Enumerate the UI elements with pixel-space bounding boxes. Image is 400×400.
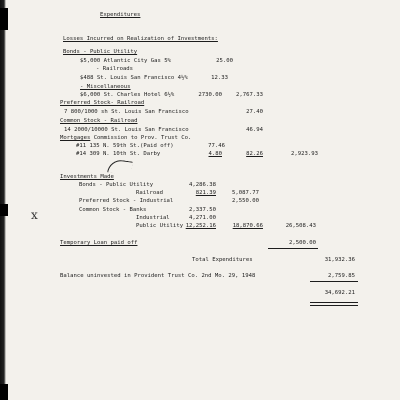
inv-industrial-label: Industrial [136, 215, 170, 221]
mortgage-line-2-amount: 4.80 [208, 151, 222, 157]
grand-total-amount: 34,692.21 [324, 290, 355, 296]
bond-misc-label: - Miscellaneous [80, 84, 131, 90]
investments-made-heading: Investments Made [60, 174, 114, 180]
punch-hole-top [0, 8, 8, 30]
mortgage-line-1: #11 135 N. 59th St.(Paid off) [76, 143, 174, 149]
inv-preferred-label: Preferred Stock - Industrial [79, 198, 174, 204]
bond-line-1-amount: 25.00 [216, 58, 233, 64]
loan-rule [268, 248, 318, 249]
common-railroad-heading: Common Stock - Railroad [60, 118, 138, 124]
investments-total: 26,508.43 [285, 223, 316, 229]
inv-common-banks-amount: 2,337.50 [189, 207, 216, 213]
bond-line-1: $5,000 Atlantic City Gas 5% [80, 58, 171, 64]
inv-railroad-amount: 821.39 [195, 190, 216, 196]
temporary-loan-label: Temporary Loan paid off [60, 240, 138, 246]
inv-bonds-pu-label: Bonds - Public Utility [79, 182, 154, 188]
common-line-1: 14 2000/10000 St. Louis San Francisco [64, 127, 189, 133]
mortgages-label: Mortgages [60, 135, 91, 141]
mortgage-line-1-amount: 77.46 [208, 143, 225, 149]
bonds-public-utility-heading: Bonds - Public Utility [63, 49, 138, 55]
bond-line-5: $6,000 St. Charles Hotel 6½% [80, 92, 175, 98]
common-amount: 46.94 [246, 127, 263, 133]
bond-total: 2,767.33 [236, 92, 263, 98]
inv-bonds-pu-amount: 4,286.38 [189, 182, 216, 188]
inv-industrial-amount: 4,271.00 [189, 215, 216, 221]
losses-total: 2,923.93 [291, 151, 318, 157]
double-rule-top [310, 302, 358, 303]
mortgage-subtotal: 82.26 [246, 151, 263, 157]
preferred-line-1: 7 800/1000 sh St. Louis San Francisco [64, 109, 189, 115]
preferred-amount: 27.40 [246, 109, 263, 115]
inv-public-utility-label: Public Utility [136, 223, 184, 229]
inv-railroad-label: Railroad [136, 190, 163, 196]
bond-railroads-label: - Railroads [96, 66, 134, 72]
inv-preferred-amount: 2,550.00 [232, 198, 259, 204]
double-rule-bottom [310, 305, 358, 306]
inv-bonds-subtotal: 5,087.77 [232, 190, 259, 196]
inv-common-banks-label: Common Stock - Banks [79, 207, 147, 213]
margin-x-mark: x [31, 208, 38, 222]
inv-public-utility-amount: 12,252.16 [185, 223, 216, 229]
bond-line-3: $488 St. Louis San Francisco 4½% [80, 75, 188, 81]
balance-amount: 2,759.85 [328, 273, 355, 279]
mortgage-line-2: #14 309 N. 10th St. Darby [76, 151, 161, 157]
balance-rule [310, 281, 358, 282]
total-expenditures-label: Total Expenditures [192, 257, 253, 263]
temporary-loan-amount: 2,500.00 [289, 240, 316, 246]
bond-line-3-amount: 12.33 [211, 75, 228, 81]
preferred-railroad-heading: Preferred Stock- Railroad [60, 100, 145, 106]
inv-common-subtotal: 18,870.66 [232, 223, 263, 229]
balance-label: Balance uninvested in Provident Trust Co. 2nd Mo. 29, 1948 [60, 273, 256, 279]
total-expenditures-amount: 31,932.36 [324, 257, 355, 263]
mortgages-commission: Commission to Prov. Trust Co. [93, 135, 192, 141]
losses-heading: Losses Incurred on Realization of Investments: [63, 36, 218, 42]
document-title: Expenditures [100, 12, 141, 18]
scan-edge [0, 0, 6, 400]
mortgages-heading [60, 135, 191, 142]
punch-hole-bottom [0, 384, 8, 400]
bond-line-5-amount: 2730.00 [198, 92, 222, 98]
punch-hole-middle [0, 204, 8, 216]
